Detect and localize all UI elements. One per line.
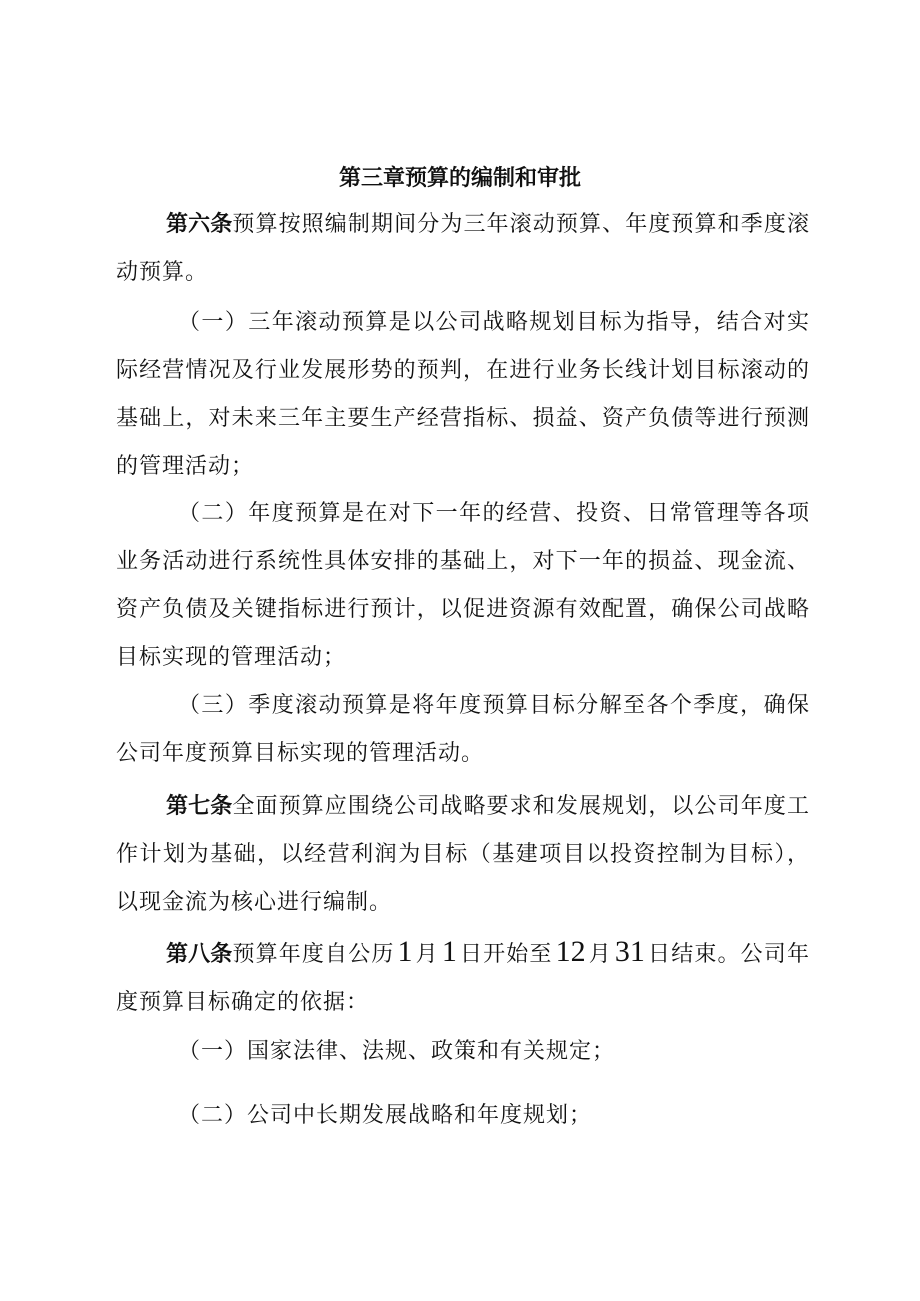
- article-6-item-2: （二）年度预算是在对下一年的经营、投资、日常管理等各项业务活动进行系统性具体安排的基础上，对下一年的损益、现金流、资产负债及关键指标进行预计，以促进资源有效配置，确保公司战略目标实现的管理活动；: [116, 501, 810, 670]
- article-6-item-1: （一）三年滚动预算是以公司战略规划目标为指导，结合对实际经营情况及行业发展形势的预判，在进行业务长线计划目标滚动的基础上，对未来三年主要生产经营指标、损益、资产负债等进行预测的管理活动；: [116, 310, 810, 479]
- article-8-text-e: 日结束。公司年度预算目标确定的依据：: [116, 942, 810, 1015]
- article-8-text-a: 预算年度自公历: [232, 942, 395, 967]
- article-8-text-d: 月: [588, 942, 612, 967]
- article-6-text: 预算按照编制期间分为三年滚动预算、年度预算和季度滚动预算。: [116, 212, 810, 285]
- article-6: [116, 200, 810, 297]
- article-8-end-month: 12: [555, 935, 586, 968]
- article-8-label: 第八条: [166, 941, 233, 967]
- article-8: [116, 928, 810, 1027]
- article-8-start-month: 1: [397, 935, 413, 968]
- chapter-title: 第三章预算的编制和审批: [338, 165, 581, 191]
- article-8-end-day: 31: [614, 935, 645, 968]
- article-8-start-day: 1: [441, 935, 457, 968]
- article-6-item-3: （三）季度滚动预算是将年度预算目标分解至各个季度，确保公司年度预算目标实现的管理活动。: [116, 693, 810, 766]
- article-7-label: 第七条: [166, 793, 233, 819]
- article-8-text-b: 月: [415, 942, 439, 967]
- article-8-item-1: （一）国家法律、法规、政策和有关规定；: [178, 1039, 616, 1064]
- article-7-text: 全面预算应围绕公司战略要求和发展规划，以公司年度工作计划为基础，以经营利润为目标（基建项目以投资控制为目标），以现金流为核心进行编制。: [116, 794, 810, 915]
- article-6-label: 第六条: [166, 211, 233, 237]
- article-7: [116, 782, 810, 927]
- article-8-text-c: 日开始至: [459, 942, 553, 967]
- article-8-item-2: （二）公司中长期发展战略和年度规划；: [178, 1103, 593, 1128]
